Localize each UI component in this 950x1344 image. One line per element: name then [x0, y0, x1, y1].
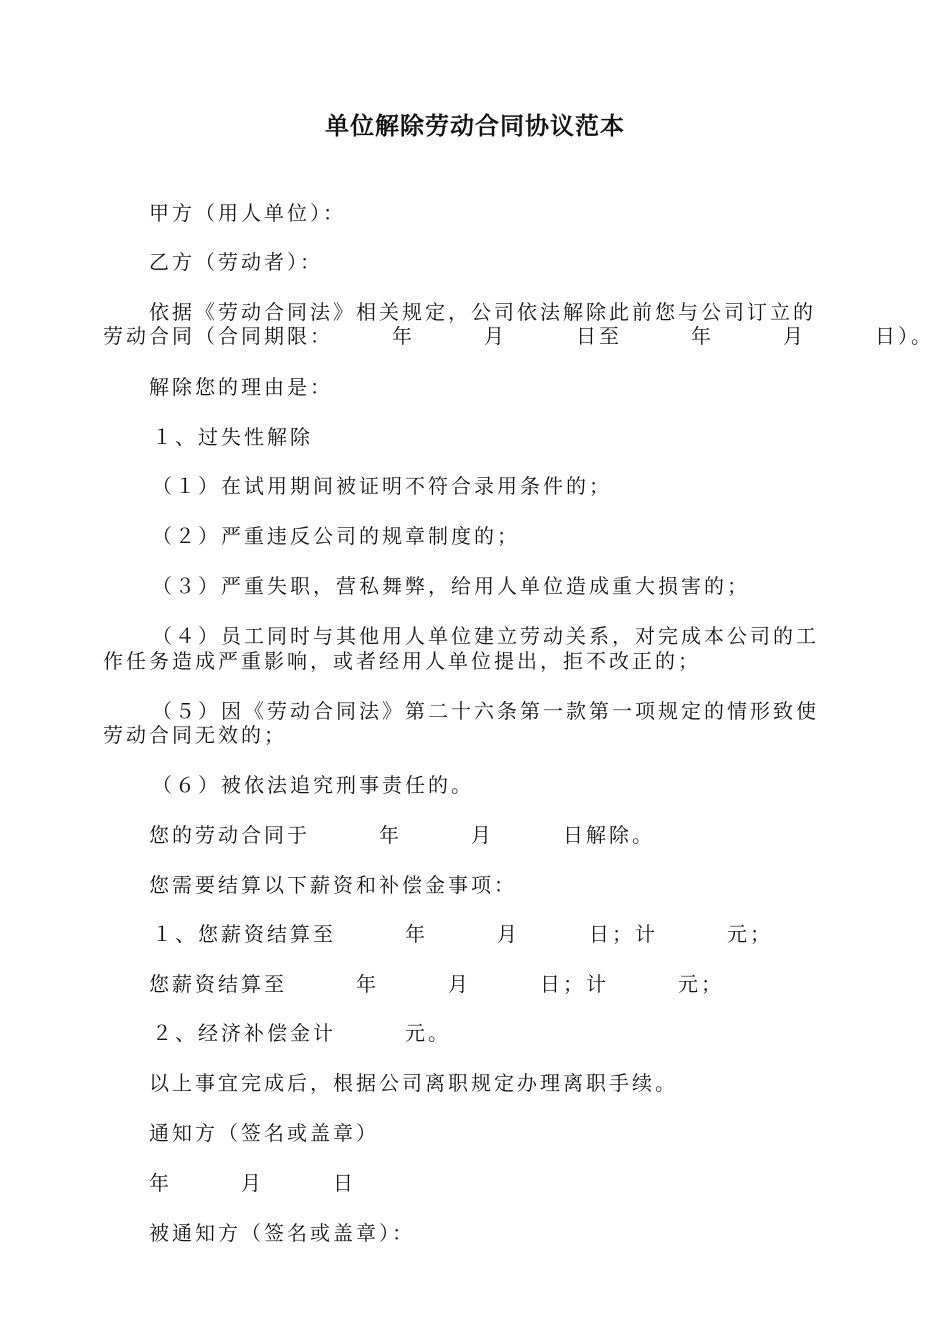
closing-line: 以上事宜完成后，根据公司离职规定办理离职手续。	[149, 1071, 678, 1095]
document-title: 单位解除劳动合同协议范本	[325, 112, 625, 140]
notifier-signature-line: 通知方（签名或盖章）	[149, 1121, 379, 1145]
reason-heading: 解除您的理由是：	[149, 375, 333, 399]
severance-line: ２、经济补偿金计 元。	[152, 1021, 451, 1045]
termination-date-line: 您的劳动合同于 年 月 日解除。	[149, 823, 655, 847]
clause-3: （３）严重失职，营私舞弊，给用人单位造成重大损害的；	[152, 574, 750, 598]
clause-5-line1: （５）因《劳动合同法》第二十六条第一款第一项规定的情形致使	[152, 699, 819, 723]
notified-signature-line: 被通知方（签名或盖章）：	[149, 1221, 415, 1245]
basis-paragraph-line2: 劳动合同（合同期限： 年 月 日至 年 月 日）。	[103, 324, 934, 348]
salary-settlement-line-1: １、您薪资结算至 年 月 日；计 元；	[152, 922, 773, 946]
basis-paragraph-line1: 依据《劳动合同法》相关规定，公司依法解除此前您与公司订立的	[149, 300, 816, 324]
salary-settlement-line-2: 您薪资结算至 年 月 日；计 元；	[149, 972, 724, 996]
clause-2: （２）严重违反公司的规章制度的；	[152, 524, 520, 548]
signature-date-line: 年 月 日	[149, 1171, 356, 1195]
section-heading-fault-dismissal: １、过失性解除	[152, 425, 313, 449]
clause-1: （１）在试用期间被证明不符合录用条件的；	[152, 474, 612, 498]
clause-4-line2: 作任务造成严重影响，或者经用人单位提出，拒不改正的；	[103, 649, 701, 673]
clause-6: （６）被依法追究刑事责任的。	[152, 773, 474, 797]
party-b-line: 乙方（劳动者）：	[149, 250, 323, 274]
clause-5-line2: 劳动合同无效的；	[103, 723, 287, 747]
settlement-heading: 您需要结算以下薪资和补偿金事项：	[149, 873, 517, 897]
party-a-line: 甲方（用人单位）：	[149, 201, 346, 225]
clause-4-line1: （４）员工同时与其他用人单位建立劳动关系，对完成本公司的工	[152, 624, 819, 648]
